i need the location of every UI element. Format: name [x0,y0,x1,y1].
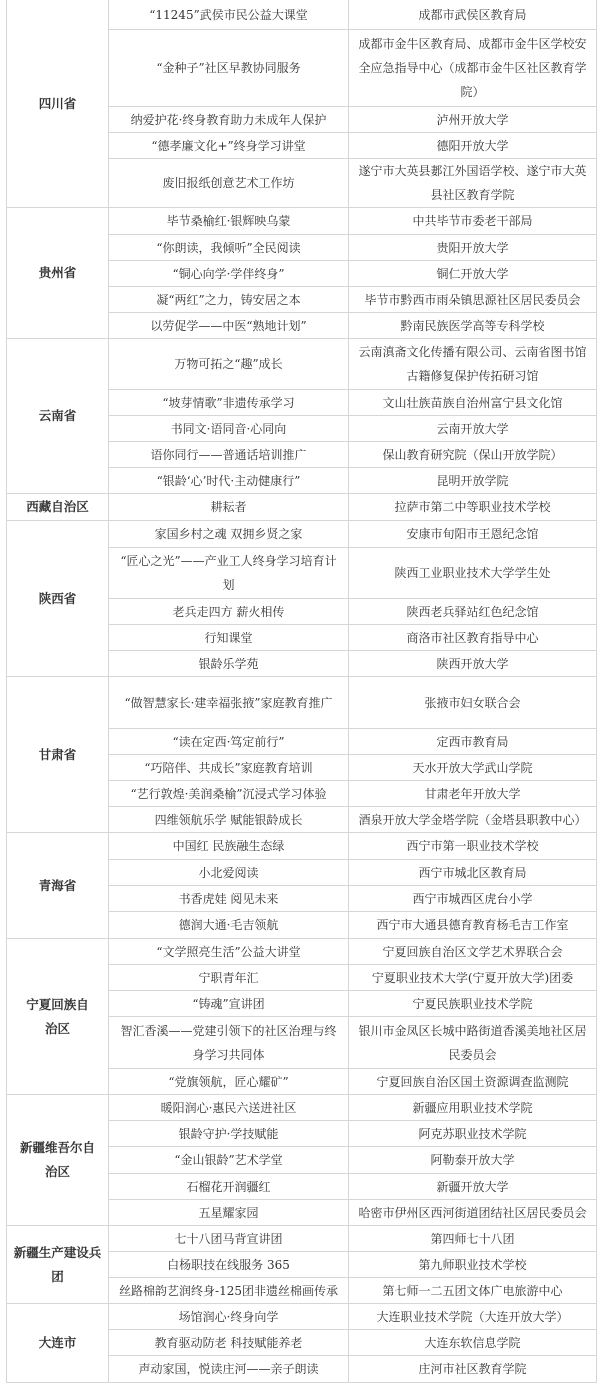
project-name: 书同文·语同音·心同向 [109,416,349,441]
organization-name: 西宁市第一职业技术学校 [349,833,597,859]
table-row [109,1226,597,1251]
organization-name: 定西市教育局 [349,729,597,754]
project-name: “巧陪伴、共成长”家庭教育培训 [109,755,349,780]
project-name: “金种子”社区早教协同服务 [109,30,349,106]
project-name: 宁职青年汇 [109,965,349,990]
project-name: 纳爱护花·终身教育助力未成年人保护 [109,107,349,132]
project-name: 银龄乐学苑 [109,651,349,676]
organization-name: 第九师职业技术学校 [349,1252,597,1277]
province-name: 陕西省 [6,521,109,676]
project-name: “金山银龄”艺术学堂 [109,1147,349,1173]
project-name: 毕节桑榆红·银辉映乌蒙 [109,208,349,234]
project-name: 丝路棉韵艺润终身-125团非遗丝棉画传承 [109,1278,349,1303]
province-name: 四川省 [6,0,109,207]
table-row [109,1277,597,1303]
province-group [6,0,597,208]
organization-name: 大连职业技术学院（大连开放大学） [349,1304,597,1329]
table-row [109,158,597,207]
table-row [109,598,597,624]
table-row [109,132,597,158]
table-row [109,624,597,650]
table-row [109,441,597,467]
organization-name: 宁夏职业技术大学(宁夏开放大学)团委 [349,965,597,990]
project-name: 耕耘者 [109,494,349,520]
project-name: 教育驱动防老 科技赋能养老 [109,1330,349,1355]
organization-name: 铜仁开放大学 [349,261,597,286]
province-group [6,494,597,521]
project-name: 书香虎娃 阅见未来 [109,886,349,911]
table-row [109,1329,597,1355]
organization-name: 阿克苏职业技术学院 [349,1121,597,1146]
province-name-text: 宁夏回族自治区 [26,996,89,1036]
project-name: 万物可拓之“趣”成长 [109,339,349,389]
table-row [109,754,597,780]
table-row [109,467,597,493]
project-name: 德润大通·毛吉领航 [109,912,349,938]
organization-name: 陕西工业职业技术大学学生处 [349,548,597,598]
table-row [109,677,597,728]
table-row [109,260,597,286]
organization-name: 第七师一二五团文体广电旅游中心 [349,1278,597,1303]
organization-name: 酒泉开放大学金塔学院（金塔县职教中心） [349,807,597,832]
project-name: 凝“两红”之力，铸安居之本 [109,287,349,312]
table-row [109,234,597,260]
project-name: 小北爱阅读 [109,860,349,885]
province-group [6,1304,597,1383]
organization-name: 中共毕节市委老干部局 [349,208,597,234]
province-group [6,677,597,833]
province-name: 贵州省 [6,208,109,338]
organization-name: 保山教育研究院（保山开放学院） [349,442,597,467]
organization-name: 德阳开放大学 [349,133,597,158]
table-row [109,1355,597,1382]
table-row [109,106,597,132]
organization-name: 商洛市社区教育指导中心 [349,625,597,650]
project-name: “11245”武侯市民公益大课堂 [109,0,349,29]
province-group [6,1226,597,1304]
project-name: “艺行敦煌·美润桑榆”沉浸式学习体验 [109,781,349,806]
project-name: 四维领航乐学 赋能银龄成长 [109,807,349,832]
province-name: 青海省 [6,833,109,938]
organization-name: 陕西开放大学 [349,651,597,676]
organization-name: 黔南民族医学高等专科学校 [349,313,597,338]
province-group [6,833,597,939]
project-name: 暖阳润心·惠民六送进社区 [109,1095,349,1120]
project-name: 以劳促学——中医“熟地计划” [109,313,349,338]
table-row [109,728,597,754]
organization-name: 陕西老兵驿站红色纪念馆 [349,599,597,624]
organization-name: 大连东软信息学院 [349,1330,597,1355]
province-name [6,1226,109,1303]
project-name: 五星耀家园 [109,1200,349,1225]
organization-name: 毕节市黔西市雨朵镇思源社区居民委员会 [349,287,597,312]
project-name: “铜心向学·学伴终身” [109,261,349,286]
organization-name: 昆明开放学院 [349,468,597,493]
project-name: 声动家国，悦读庄河——亲子朗读 [109,1356,349,1382]
province-name: 云南省 [6,339,109,493]
organization-name: 阿勒泰开放大学 [349,1147,597,1173]
organization-name: 西宁市大通县德育教育杨毛吉工作室 [349,912,597,938]
organization-name: 文山壮族苗族自治州富宁县文化馆 [349,390,597,415]
project-name: “你朗读，我倾听”全民阅读 [109,235,349,260]
table-row [109,650,597,676]
table-row [109,1095,597,1120]
province-name: 大连市 [6,1304,109,1382]
organization-name: 新疆开放大学 [349,1174,597,1199]
organization-name: 天水开放大学武山学院 [349,755,597,780]
province-group [6,939,597,1095]
table-row [109,1304,597,1329]
table-row [109,1199,597,1225]
table-row [109,833,597,859]
table-row [109,547,597,598]
organization-name: 新疆应用职业技术学院 [349,1095,597,1120]
project-name: 白杨职技在线服务 365 [109,1252,349,1277]
table-row [109,780,597,806]
table-row [109,521,597,547]
table-row [109,312,597,338]
organization-name: 银川市金凤区长城中路街道香溪美地社区居民委员会 [349,1017,597,1068]
organization-name: 宁夏回族自治区国土资源调查监测院 [349,1069,597,1094]
project-name: 中国红 民族融生态绿 [109,833,349,859]
province-name: 甘肃省 [6,677,109,832]
organization-name: 宁夏回族自治区文学艺术界联合会 [349,939,597,964]
table-row [109,1120,597,1146]
organization-name: 哈密市伊州区西河街道团结社区居民委员会 [349,1200,597,1225]
province-name-text: 新疆生产建设兵团 [13,1244,102,1284]
organization-name: 安康市旬阳市王恩纪念馆 [349,521,597,547]
project-name: 七十八团马背宣讲团 [109,1226,349,1251]
project-name: “银龄‘心’时代·主动健康行” [109,468,349,493]
project-name: “德孝廉文化+”终身学习讲堂 [109,133,349,158]
organization-name: 贵阳开放大学 [349,235,597,260]
province-group [6,521,597,677]
project-name: 石榴花开润疆红 [109,1174,349,1199]
organization-name: 云南开放大学 [349,416,597,441]
table-row [109,415,597,441]
organization-name: 庄河市社区教育学院 [349,1356,597,1382]
table-row [109,389,597,415]
organization-name: 云南滇斋文化传播有限公司、云南省图书馆古籍修复保护传拓研习馆 [349,339,597,389]
organization-name: 甘肃老年开放大学 [349,781,597,806]
table-row [109,208,597,234]
table-row [109,1173,597,1199]
table-row [109,1068,597,1094]
table-row [109,885,597,911]
project-name: 行知课堂 [109,625,349,650]
province-group [6,1095,597,1226]
organization-name: 西宁市城西区虎台小学 [349,886,597,911]
table-row [109,939,597,964]
award-table [6,0,597,1383]
province-name: 西藏自治区 [6,494,109,520]
table-row [109,806,597,832]
project-name: “党旗领航，匠心耀矿” [109,1069,349,1094]
province-name-text: 新疆维吾尔自治区 [19,1140,95,1179]
organization-name: 第四师七十八团 [349,1226,597,1251]
organization-name: 成都市金牛区教育局、成都市金牛区学校安全应急指导中心（成都市金牛区社区教育学院） [349,30,597,106]
project-name: 家国乡村之魂 双拥乡贤之家 [109,521,349,547]
project-name: “铸魂”宣讲团 [109,991,349,1016]
project-name: 银龄守护·学技赋能 [109,1121,349,1146]
table-row [109,990,597,1016]
province-name [6,939,109,1094]
organization-name: 宁夏民族职业技术学院 [349,991,597,1016]
table-row [109,29,597,106]
project-name: “读在定西·笃定前行” [109,729,349,754]
organization-name: 成都市武侯区教育局 [349,0,597,29]
table-row [109,0,597,29]
project-name: 老兵走四方 薪火相传 [109,599,349,624]
organization-name: 泸州开放大学 [349,107,597,132]
organization-name: 拉萨市第二中等职业技术学校 [349,494,597,520]
project-name: 废旧报纸创意艺术工作坊 [109,159,349,207]
table-row [109,494,597,520]
table-row [109,1016,597,1068]
province-name [6,1095,109,1225]
table-row [109,339,597,389]
table-row [109,1251,597,1277]
organization-name: 西宁市城北区教育局 [349,860,597,885]
table-row [109,1146,597,1173]
project-name: “坡芽情歌”非遗传承学习 [109,390,349,415]
project-name: 语你同行——普通话培训推广 [109,442,349,467]
organization-name: 遂宁市大英县郪江外国语学校、遂宁市大英县社区教育学院 [349,159,597,207]
province-group [6,339,597,494]
project-name: “文学照亮生活”公益大讲堂 [109,939,349,964]
province-group [6,208,597,339]
table-row [109,859,597,885]
organization-name: 张掖市妇女联合会 [349,677,597,728]
project-name: 智汇香溪——党建引领下的社区治理与终身学习共同体 [109,1017,349,1068]
table-row [109,964,597,990]
project-name: “匠心之光”——产业工人终身学习培育计划 [109,548,349,598]
table-row [109,286,597,312]
table-row [109,911,597,938]
project-name: “做智慧家长·建幸福张掖”家庭教育推广 [109,677,349,728]
project-name: 场馆润心·终身向学 [109,1304,349,1329]
